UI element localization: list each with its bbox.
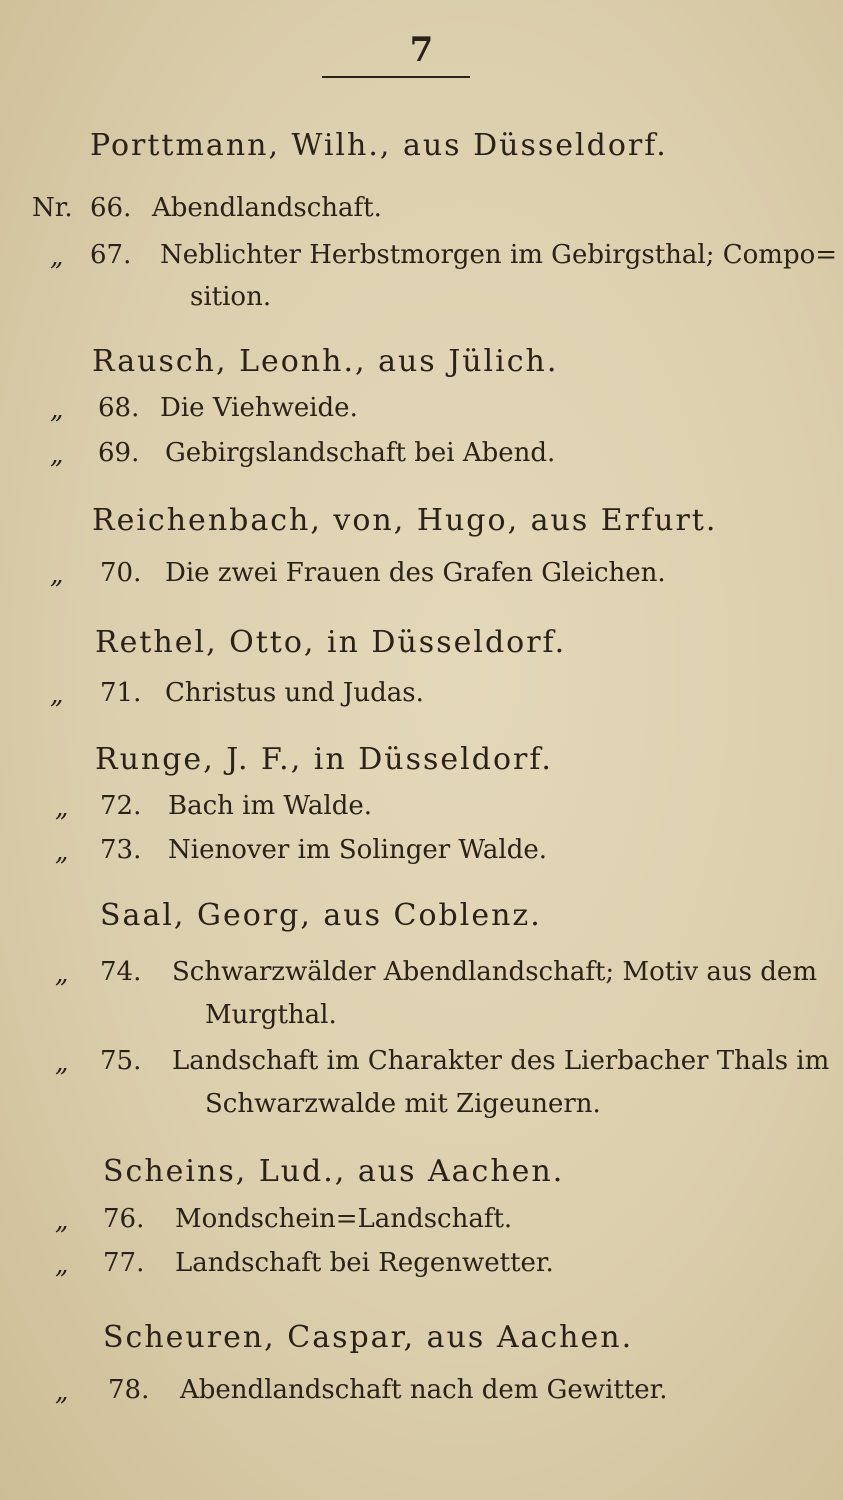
ditto-mark: „ [55,1377,69,1407]
entry-title: Neblichter Herbstmorgen im Gebirgsthal; Compo= [160,240,838,270]
entry-title: Schwarzwälder Abendlandschaft; Motiv aus dem [172,957,817,987]
catalog-entry [0,791,843,831]
entry-title: Mondschein=Landschaft. [175,1204,513,1234]
catalog-entry [0,1375,843,1415]
entry-number: 72. [100,791,142,821]
entry-title: Die Viehweide. [160,393,358,423]
ditto-mark: „ [50,560,64,590]
ditto-mark: „ [55,837,69,867]
artist-name: Rausch, Leonh., aus Jülich. [92,344,559,379]
header-rule [322,76,470,78]
entry-number: 69. [98,438,140,468]
entry-title-continuation: sition. [190,282,272,312]
entry-title-continuation: Schwarzwalde mit Zigeunern. [205,1089,601,1119]
ditto-mark: „ [55,1048,69,1078]
entry-number: 68. [98,393,140,423]
entry-number: 71. [100,678,142,708]
entry-title: Gebirgslandschaft bei Abend. [165,438,556,468]
entry-title: Christus und Judas. [165,678,424,708]
entry-number: 67. [90,240,132,270]
catalog-entry [0,193,843,233]
entry-title: Abendlandschaft. [152,193,382,223]
artist-name: Scheuren, Caspar, aus Aachen. [103,1320,634,1355]
catalog-entry [0,678,843,718]
entry-number: 74. [100,957,142,987]
artist-name: Reichenbach, von, Hugo, aus Erfurt. [92,503,718,538]
catalog-entry [0,558,843,598]
catalog-entry [0,438,843,478]
entry-title: Bach im Walde. [168,791,372,821]
artist-name: Scheins, Lud., aus Aachen. [103,1154,565,1189]
artist-name: Porttmann, Wilh., aus Düsseldorf. [90,128,668,163]
entry-number: 76. [103,1204,145,1234]
artist-name: Rethel, Otto, in Düsseldorf. [95,625,567,660]
ditto-mark: „ [50,242,64,272]
entry-title: Abendlandschaft nach dem Gewitter. [180,1375,668,1405]
catalog-entry [0,957,843,997]
page-number: 7 [409,30,434,70]
entry-number: 75. [100,1046,142,1076]
catalog-entry [0,393,843,433]
ditto-mark: „ [50,440,64,470]
catalog-entry [0,1204,843,1244]
ditto-mark: „ [55,959,69,989]
catalog-entry [0,1046,843,1086]
catalog-entry [0,835,843,875]
ditto-mark: „ [50,395,64,425]
ditto-mark: „ [55,1250,69,1280]
entry-title-continuation: Murgthal. [205,1000,337,1030]
artist-name: Saal, Georg, aus Coblenz. [100,898,542,933]
entry-number: 77. [103,1248,145,1278]
entry-prefix: Nr. [32,193,73,223]
entry-title: Landschaft bei Regenwetter. [175,1248,554,1278]
entry-number: 73. [100,835,142,865]
entry-title: Die zwei Frauen des Grafen Gleichen. [165,558,666,588]
catalog-entry [0,240,843,280]
entry-number: 66. [90,193,132,223]
ditto-mark: „ [50,680,64,710]
entry-title: Landschaft im Charakter des Lierbacher Thals im [172,1046,830,1076]
ditto-mark: „ [55,793,69,823]
entry-number: 78. [108,1375,150,1405]
entry-number: 70. [100,558,142,588]
catalog-entry [0,1248,843,1288]
artist-name: Runge, J. F., in Düsseldorf. [95,742,553,777]
entry-title: Nienover im Solinger Walde. [168,835,547,865]
ditto-mark: „ [55,1206,69,1236]
